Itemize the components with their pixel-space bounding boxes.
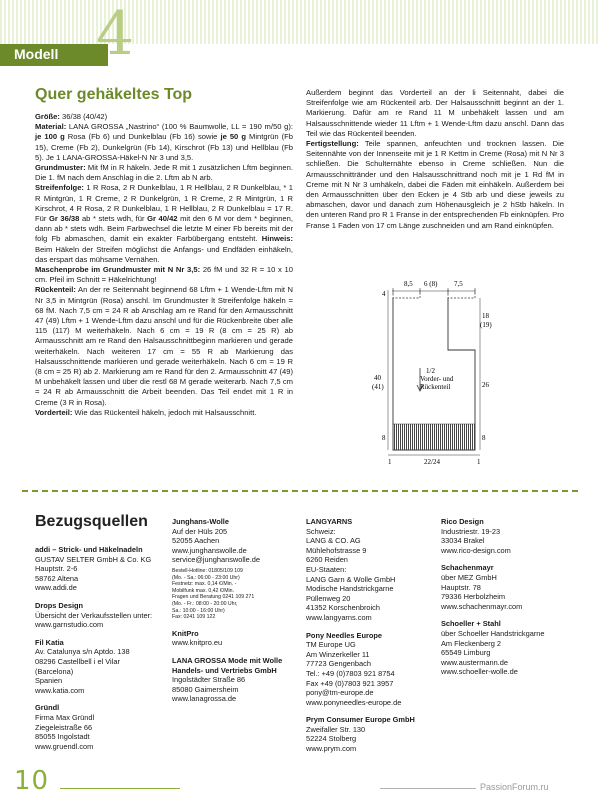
schachenmayr-link[interactable]: www.schachenmayr.com — [441, 601, 523, 611]
lanagrossa-link[interactable]: www.lanagrossa.de — [172, 694, 237, 704]
rueckenteil-label: Rückenteil: — [35, 285, 76, 295]
watermark: PassionForum.ru — [480, 782, 549, 792]
streifenfolge-label: Streifenfolge: — [35, 183, 84, 193]
sources-column-4: Rico Design Industriestr. 19-23 33034 Brakel www.rico-design.com Schachenmayr über MEZ GmbH Hauptstr. 78 79336 Herbolzheim www.schachenmayr.com Schoeller + Stahl über Schoeller Handstrickgarne Am Fleckenberg 2 65549 Limburg www.austermann.de www.schoeller-wolle.de — [441, 517, 571, 677]
austermann-link[interactable]: www.austermann.de — [441, 657, 508, 667]
schematic-diagram — [360, 272, 520, 470]
schoeller-link[interactable]: www.schoeller-wolle.de — [441, 667, 518, 677]
page-number-rule — [60, 788, 180, 789]
dim-bottom-1-right: 1 — [477, 458, 481, 466]
rico-link[interactable]: www.rico-design.com — [441, 545, 511, 555]
page-number: 10 — [14, 766, 50, 796]
vorderteil-continued: Außerdem beginnt das Vorderteil an der li Seitennaht, dabei die Streifenfolge wie am Rückenteil arb. Der Halsausschnitt beginnt an der 1. Markierung. Dafür am re Rand 11 M unbehäkelt lassen und am Halsausschnittende wieder 11 Lftm + 1 Wende-Lftm dazu anschl. Dann das Teil wie das Rückenteil beenden. — [306, 88, 564, 138]
prym-link[interactable]: www.prym.com — [306, 744, 357, 754]
dim-left-40: 40 — [374, 374, 381, 382]
material-label: Material: — [35, 122, 67, 132]
gruendl-link[interactable]: www.gruendl.com — [35, 741, 94, 751]
instructions-column-2: Außerdem beginnt das Vorderteil an der li Seitennaht, dabei die Streifenfolge wie am Rückenteil arb. Der Halsausschnitt beginnt an der 1. Markierung. Dafür am re Rand 11 M unbehäkelt lassen und am Halsausschnittende wieder 11 Lftm + 1 Wende-Lftm dazu anschl. Dann das Teil wie das Rückenteil beenden. Fertigstellung: Teile spannen, anfeuchten und trocknen lassen. Die Seitennähte von der Innenseite mit je 1 R Kettm in Creme (Rosa) mit N Nr 3 schließen. Die Schulternähte ebenso in Creme schließen. Nun die Armausschnittränder und den Halsausschnittrand noch mit je 1 Rd fM in Creme mit N Nr 3 umhäkeln, dabei die Fäden mit einhäkeln. Außerdem bei den Armausschnitten über den Ecken je 4 Stb arb und diese jeweils zu abmaschen, davor und danach zum Höhenausgleich je 2 hStb häkeln. In den unteren Rand pro R 1 Franse in der entsprechenden Fb einknüpfen. Pro Franse 1 Faden von 17 cm Länge zuschneiden und am Rand einknüpfen. — [306, 88, 564, 230]
label-vorder: Vorder- und — [420, 375, 454, 383]
pony-link[interactable]: www.ponyneedles-europe.de — [306, 697, 402, 707]
dim-top-7-5: 7,5 — [454, 280, 463, 288]
groesse-label: Größe: — [35, 112, 60, 121]
sources-title: Bezugsquellen — [35, 513, 148, 530]
instructions-column-1: Größe: 36/38 (40/42) Material: LANA GROSSA „Nastrino“ (100 % Baumwolle, LL = 190 m/50 g): je 100 g Rosa (Fb 6) und Dunkelblau (Fb 16) sowie je 50 g Mintgrün (Fb 15), Creme (Fb 2), Dunkelgrün (Fb 14), Kirschrot (Fb 13) und Hellblau (Fb 5). Je 1 LANA-GROSSA-Häkel-N Nr 3 und 3,5. Grundmuster: Mit fM in R häkeln. Jede R mit 1 zusätzlichen Lftm beginnen. Die 1. fM nach dem Anschlag in die 2. Lftm ab N arb. Streifenfolge: 1 R Rosa, 2 R Dunkelblau, 1 R Hellblau, 2 R Dunkelblau, * 1 R Mintgrün, 1 R Creme, 2 R Dunkelgrün, 1 R Creme, 2 R Mintgrün, 1 R Kirschrot, 4 R Rosa, 2 R Dunkelblau, 1 R Hellblau, 2 R Dunkelblau = 17 R. Für Gr 36/38 ab * stets wdh, für Gr 40/42 mit den 6 M vor dem * beginnen, dann ab * stets wdh. Beim Farbwechsel die letzte M einer Fb bereits mit der folg Fb abmaschen, damit ein exakter Farbübergang entsteht. Hinweis: Beim Häkeln der Streifen möglichst die Anfangs- und Endfäden einhäkeln, das erspart das mühsame Vernähen. Maschenprobe im Grundmuster mit N Nr 3,5: 26 fM und 32 R = 10 x 10 cm. Pfeil im Schnitt = Häkelrichtung! Rückenteil: An der re Seitennaht beginnend 68 Lftm + 1 Wende-Lftm mit N Nr 3,5 in Mintgrün (Rosa) anschl. Im Grundmuster lt Streifenfolge häkeln = 68 fM. Nach 7,5 cm = 24 R ab Anschlag am re Rand für den Armausschnitt 47 (49) Lftm + 1 Wende-Lftm dazu anschl und für die Rückenbreite über alle 115 (117) M weiterhäkeln. Nach 6 cm = 19 R (8 cm = 25 R) ab Armausschnitt am re Rand den Halsausschnittbeginn markieren und gerade weiterhäkeln. Nach weiteren 17 cm = 55 R ab Markierung das Halsausschnittende markieren und gerade weiterhäkeln. Nach 6 cm = 19 R (8 cm = 25 R) ab 2. Markierung am re Rand für den 2. Armausschnitt 47 (49) M unbehäkelt lassen und über die restl 68 M gerade weiterarb. Nach 7,5 cm = 24 R ab Armausschnitt die Arbeit beenden. Das Teil endet mit 1 R in Creme (3 R in Rosa). Vorderteil: Wie das Rückenteil häkeln, jedoch mit Halsausschnitt. — [35, 112, 293, 417]
maschenprobe-label: Maschenprobe im Grundmuster mit N Nr 3,5: — [35, 265, 201, 275]
vorderteil-label: Vorderteil: — [35, 407, 73, 417]
dim-top-6: 6 (8) — [424, 280, 438, 288]
model-number: 4 — [96, 0, 135, 69]
katia-link[interactable]: www.katia.com — [35, 685, 85, 695]
pony-email[interactable]: pony@tm-europe.de — [306, 688, 374, 698]
langyarns-link[interactable]: www.langyarns.com — [306, 612, 372, 622]
sources-column-1: addi – Strick- und Häkelnadeln GUSTAV SELTER GmbH & Co. KG Hauptstr. 2-6 58762 Altena www.addi.de Drops Design Übersicht der Verkaufsstellen unter: www.garnstudio.com Fil Katia Av. Catalunya s/n Aptdo. 138 08296 Castellbell i el Vilar (Barcelona) Spanien www.katia.com Gründl Firma Max Gründl Ziegeleistraße 66 85055 Ingolstadt www.gruendl.com — [35, 545, 163, 751]
dim-top-8-5: 8,5 — [404, 280, 413, 288]
garnstudio-link[interactable]: www.garnstudio.com — [35, 620, 104, 630]
label-ruecken: Rückenteil — [420, 383, 451, 391]
dim-right-18: 18 — [482, 312, 489, 320]
dim-bottom-1-left: 1 — [388, 458, 392, 466]
junghans-email[interactable]: service@junghanswolle.de — [172, 555, 261, 565]
knitpro-link[interactable]: www.knitpro.eu — [172, 638, 223, 648]
sources-column-3: LANGYARNS Schweiz: LANG & CO. AG Mühlehofstrasse 9 6260 Reiden EU-Staaten: LANG Garn & Wolle GmbH Modische Handstrickgarne Püllenweg 20 41352 Korschenbroich www.langyarns.com Pony Needles Europe TM Europe UG Am Winzerkeller 11 77723 Gengenbach Tel.: +49 (0)7803 921 8754 Fax +49 (0)7803 921 3957 pony@tm-europe.de www.ponyneedles-europe.de Prym Consumer Europe GmbH Zweifaller Str. 130 52224 Stolberg www.prym.com — [306, 517, 430, 754]
label-half: 1/2 — [426, 367, 435, 375]
footer-rule — [380, 788, 476, 789]
section-divider — [22, 490, 578, 492]
fertigstellung-label: Fertigstellung: — [306, 139, 359, 149]
dim-right-8: 8 — [482, 434, 486, 442]
model-label: Modell — [14, 46, 59, 62]
junghans-link[interactable]: www.junghanswolle.de — [172, 545, 247, 555]
dim-right-19: (19) — [480, 321, 492, 329]
addi-link[interactable]: www.addi.de — [35, 583, 77, 593]
pattern-title: Quer gehäkeltes Top — [35, 86, 193, 103]
dim-right-26: 26 — [482, 381, 489, 389]
fringe-area — [393, 424, 475, 450]
dim-left-8: 8 — [382, 434, 386, 442]
dim-left-41: (41) — [372, 383, 384, 391]
dim-bottom-width: 22/24 — [424, 458, 440, 466]
sources-column-2: Junghans-Wolle Auf der Hüls 205 52055 Aachen www.junghanswolle.de service@junghanswolle.de Bestell-Hotline: 01805/109 109 (Mo. - Sa.: 06:00 - 23:00 Uhr) Festnetz: max. 0,14 €/Min. - Mobilfunk max. 0,42 €/Min. Fragen und Beratung 0241 109 271 (Mo. - Fr.: 08:00 - 20:00 Uhr, Sa.: 10:00 - 16:00 Uhr) Fax: 0241 109 122 KnitPro www.knitpro.eu LANA GROSSA Mode mit Wolle Handels- und Vertriebs GmbH Ingolstädter Straße 86 85080 Gaimersheim www.lanagrossa.de — [172, 517, 294, 704]
grundmuster-label: Grundmuster: — [35, 163, 86, 173]
dim-left-4: 4 — [382, 290, 386, 298]
header-stripes — [0, 0, 600, 44]
